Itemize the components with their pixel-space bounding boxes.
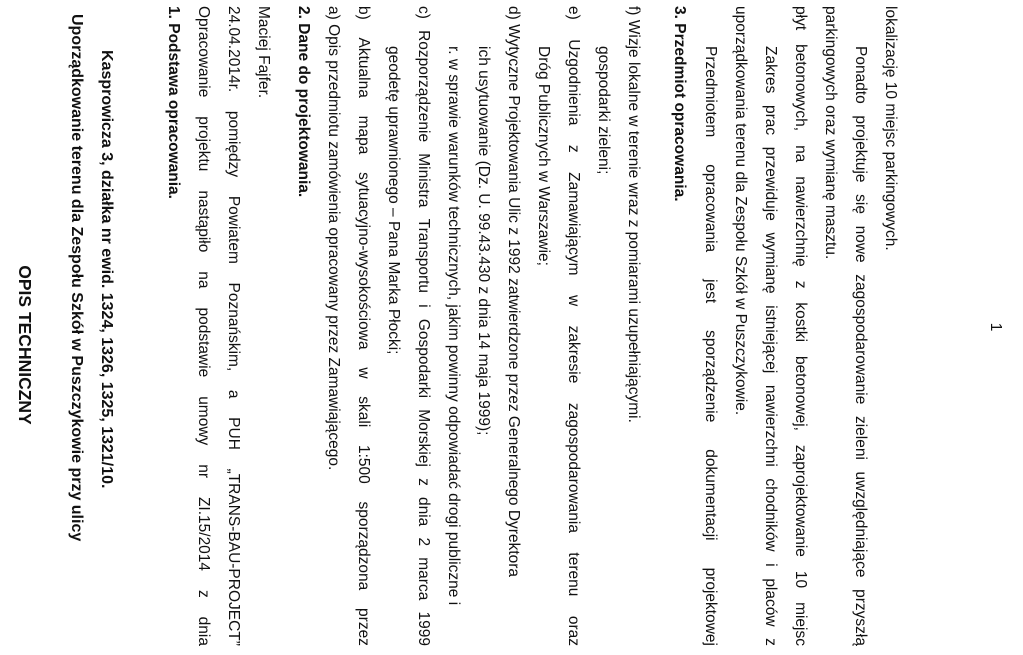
word: Aktualna: [355, 37, 372, 98]
item-e-line-1: [566, 6, 582, 646]
word: Ponadto: [852, 46, 869, 104]
item-d-line-1: d) Wytyczne Projektowania Ulic z 1992 zatwierdzone przez Generalnego Dyrektora: [505, 6, 522, 578]
word: z: [195, 589, 212, 598]
word: jest: [702, 279, 719, 304]
word: w: [355, 367, 372, 379]
word: Gospodarki: [415, 318, 432, 399]
word: 24.04.2014r.: [225, 6, 242, 93]
word: dnia: [195, 616, 212, 646]
item-b-line-2: geodetę uprawnionego – Pana Marka Płocki;: [385, 46, 402, 355]
word: Powiatem: [225, 195, 242, 264]
item-f: f) Wizje lokalne w terenie wraz z pomiarami uzupełniającymi.: [625, 6, 642, 423]
section-1-line-1: [196, 6, 212, 646]
word: dnia: [415, 497, 432, 527]
word: z: [565, 144, 582, 153]
section-3-para-1-line-1: [703, 46, 719, 646]
heading-line-2: Kasprowicza 3, działka nr ewid. 1324, 1326, 1325, 1321/10.: [98, 50, 115, 489]
word: podstawie: [195, 307, 212, 378]
word: przyszłą: [852, 589, 869, 646]
word: nr: [195, 464, 212, 479]
word: kostki: [792, 302, 809, 343]
word: Przedmiotem: [702, 46, 719, 138]
section-3-para-2-line-2: [793, 6, 809, 646]
word: z: [792, 280, 809, 289]
word: płyt: [792, 6, 809, 31]
word: na: [195, 271, 212, 289]
item-e-line-2: gospodarki zieleni;: [595, 46, 612, 175]
word: nawierzchni: [762, 384, 779, 467]
word: nawierzchnię: [792, 176, 809, 267]
document-title: OPIS TECHNICZNY: [15, 265, 35, 425]
item-b-line-1: [356, 6, 372, 646]
word: projektu: [195, 116, 212, 172]
item-d-line-2: Dróg Publicznych w Warszawie;: [535, 46, 552, 266]
item-c-line-2: r. w sprawie warunków technicznych, jakim powinny odpowiadać drogi publiczne i: [445, 46, 462, 606]
word: sytuacyjno-wysokościowa: [355, 172, 372, 350]
word: c): [415, 6, 432, 19]
word: z: [762, 638, 779, 646]
word: oraz: [565, 615, 582, 646]
word: terenu: [565, 552, 582, 597]
word: 10: [792, 570, 809, 589]
word: zieleni: [852, 415, 869, 460]
word: 1999: [415, 611, 432, 646]
word: Transportu: [415, 218, 432, 294]
word: się: [852, 194, 869, 214]
word: Zamawiającym: [565, 172, 582, 276]
word: chodników: [762, 478, 779, 552]
word: w: [565, 294, 582, 307]
word: uwzględniające: [852, 471, 869, 578]
word: placów: [762, 578, 779, 627]
word: z: [415, 478, 432, 486]
word: i: [762, 563, 779, 567]
word: na: [792, 145, 809, 163]
word: Poznańskim,: [225, 282, 242, 372]
word: 2: [415, 537, 432, 547]
word: ZI.15/2014: [195, 496, 212, 572]
word: Ministra: [415, 153, 432, 208]
word: Morskiej: [415, 409, 432, 467]
item-a: a) Opis przedmiotu zamówienia opracowany przez Zamawiającego.: [325, 6, 342, 471]
section-1-line-2: [226, 6, 242, 646]
section-3-para-1-line-2: uporządkowania terenu dla Zespołu Szkół w Puszczykowie.: [732, 6, 749, 416]
heading-line-1: Uporządkowanie terenu dla Zespołu Szkół w Puszczykowie przy ulicy: [68, 14, 85, 542]
word: projektowej: [702, 567, 719, 646]
word: 1:500: [355, 445, 372, 484]
item-c-line-3: ich usytuowanie (Dz. U. 99.43.430 z dnia 14 maja 1999);: [475, 46, 492, 436]
word: i: [415, 304, 432, 308]
word: b): [355, 6, 372, 20]
word: pomiędzy: [225, 110, 242, 178]
word: sporządzona: [355, 501, 372, 591]
section-2-title: 2. Dane do projektowania.: [295, 6, 312, 198]
word: zagospodarowanie: [852, 274, 869, 405]
section-3-para-2-line-1: [763, 46, 779, 646]
word: Zakres: [762, 46, 779, 94]
item-c-line-1: [416, 6, 432, 646]
word: marca: [415, 557, 432, 601]
word: betonowych,: [792, 44, 809, 132]
word: istniejącej: [762, 305, 779, 374]
word: projektuje: [852, 115, 869, 183]
page-number: 1: [987, 322, 1004, 332]
word: wymianę: [762, 232, 779, 294]
word: prac: [762, 104, 779, 136]
section-3-para-3-line-2: lokalizację 10 miejsc parkingowych.: [882, 6, 899, 251]
word: PUH: [225, 417, 242, 450]
section-3-para-3-line-1: [853, 46, 869, 646]
word: Uzgodnienia: [565, 39, 582, 126]
word: zagospodarowania: [565, 402, 582, 533]
word: opracowania: [702, 164, 719, 253]
word: a: [225, 389, 242, 399]
section-3-para-2-line-3: parkingowych oraz wymianę masztu.: [822, 6, 839, 260]
word: Opracowanie: [195, 6, 212, 98]
section-3-title: 3. Przedmiot opracowania.: [671, 6, 688, 202]
word: Rozporządzenie: [415, 30, 432, 143]
word: skali: [355, 396, 372, 428]
word: zaprojektowanie: [792, 444, 809, 557]
word: nastąpiło: [195, 190, 212, 253]
word: „TRANS-BAU-PROJECT”: [225, 468, 242, 646]
word: umowy: [195, 396, 212, 446]
word: przewiduje: [762, 146, 779, 221]
word: betonowej,: [792, 355, 809, 431]
word: zakresie: [565, 325, 582, 384]
section-1-title: 1. Podstawa opracowania.: [165, 6, 182, 199]
word: sporządzenie: [702, 330, 719, 423]
section-1-line-3: Maciej Fajfer.: [255, 6, 272, 99]
word: mapa: [355, 115, 372, 155]
word: dokumentacji: [702, 449, 719, 541]
word: nowe: [852, 225, 869, 263]
word: e): [565, 6, 582, 20]
word: przez: [355, 608, 372, 646]
word: miejsc: [792, 602, 809, 646]
